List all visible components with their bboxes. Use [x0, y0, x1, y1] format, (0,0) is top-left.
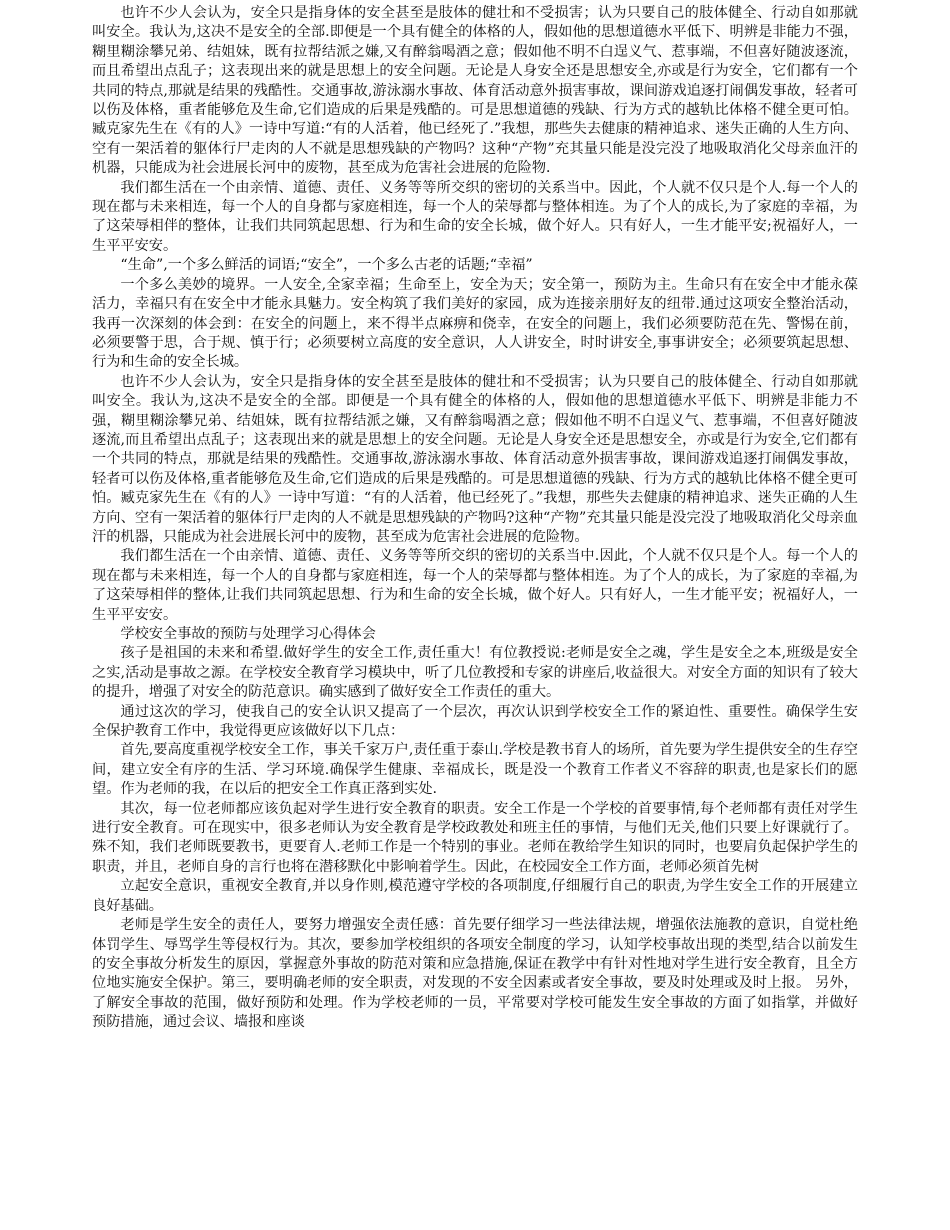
paragraph-6: 我们都生活在一个由亲情、道德、责任、义务等等所交织的密切的关系当中.因此，个人就不仅只是个人。每一个人的现在都与未来相连，每一个人的自身都与家庭相连，每一个人的荣辱都与整体相连。为了个人的成长，为了家庭的幸福,为了这荣辱相伴的整体,让我们共同筑起思想、行为和生命的安全长城，做个好人。只有好人，一生才能平安；祝福好人，一生平平安安。: [92, 548, 858, 623]
paragraph-1: 也许不少人会认为，安全只是指身体的安全甚至是肢体的健壮和不受损害；认为只要自己的肢体健全、行动自如那就叫安全。我认为,这决不是安全的全部.即便是一个具有健全的体格的人，假如他的思想道德水平低下、明辨是非能力不强，糊里糊涂攀兄弟、结姐妹，既有拉帮结派之嫌,又有醉翁喝酒之意；假如他不明不白逞义气、惹事端，不但喜好随波逐流，而且希望出点乱子；这表现出来的就是思想上的安全问题。无论是人身安全还是思想安全,亦或是行为安全，它们都有一个共同的特点,那就是结果的残酷性。交通事故,游泳溺水事故、体育活动意外损害事故，课间游戏追逐打闹偶发事故，轻者可以伤及体格，重者能够危及生命,它们造成的后果是残酷的。可是思想道德的残缺、行为方式的越轨比体格不健全更可怕。臧克家先生在《有的人》一诗中写道:“有的人活着，他已经死了.”我想，那些失去健康的精神追求、迷失正确的人生方向、空有一架活着的躯体行尸走肉的人不就是思想残缺的产物吗？这种“产物”充其量只能是没完没了地吸取消化父母亲血汗的机器，只能成为社会进展长河中的废物，甚至成为危害社会进展的危险物．: [92, 5, 858, 177]
paragraph-2: 我们都生活在一个由亲情、道德、责任、义务等等所交织的密切的关系当中。因此，个人就不仅只是个人.每一个人的现在都与未来相连，每一个人的自身都与家庭相连，每一个人的荣辱都与整体相连。为了个人的成长,为了家庭的幸福，为了这荣辱相伴的整体，让我们共同筑起思想、行为和生命的安全长城，做个好人。只有好人，一生才能平安;祝福好人，一生平平安安。: [92, 179, 858, 254]
section-heading: 学校安全事故的预防与处理学习心得体会: [120, 626, 376, 642]
paragraph-9: 首先,要高度重视学校安全工作，事关千家万户,责任重于泰山.学校是教书育人的场所，首先要为学生提供安全的生存空间，建立安全有序的生活、学习环境.确保学生健康、幸福成长，既是没一个教育工作者义不容辞的职责,也是家长们的愿望。作为老师的我，在以后的把安全工作真正落到实处.: [92, 742, 858, 798]
paragraph-10: 其次，每一位老师都应该负起对学生进行安全教育的职责。安全工作是一个学校的首要事情,每个老师都有责任对学生进行安全教育。可在现实中，很多老师认为安全教育是学校政教处和班主任的事情，与他们无关,他们只要上好课就行了。殊不知，我们老师既要教书，更要育人.老师工作是一个特别的事业。老师在教给学生知识的同时，也要肩负起保护学生的职责，并且，老师自身的言行也将在潜移默化中影响着学生。因此，在校园安全工作方面，老师必须首先树: [92, 800, 858, 875]
paragraph-7: 孩子是祖国的未来和希望.做好学生的安全工作,责任重大！有位教授说:老师是安全之魂，学生是安全之本,班级是安全之实,活动是事故之源。在学校安全教育学习模块中，听了几位教授和专家的讲座后,收益很大。对安全方面的知识有了较大的提升，增强了对安全的防范意识。确实感到了做好安全工作责任的重大。: [92, 645, 858, 701]
paragraph-5: 也许不少人会认为，安全只是指身体的安全甚至是肢体的健壮和不受损害；认为只要自己的肢体健全、行动自如那就叫安全。我认为,这决不是安全的全部。即便是一个具有健全的体格的人，假如他的思想道德水平低下、明辨是非能力不强，糊里糊涂攀兄弟、结姐妹，既有拉帮结派之嫌，又有醉翁喝酒之意；假如他不明不白逞义气、惹事端，不但喜好随波逐流,而且希望出点乱子；这表现出来的就是思想上的安全问题。无论是人身安全还是思想安全，亦或是行为安全,它们都有一个共同的特点，那就是结果的残酷性。交通事故,游泳溺水事故、体育活动意外损害事故，课间游戏追逐打闹偶发事故，轻者可以伤及体格,重者能够危及生命,它们造成的后果是残酷的。可是思想道德的残缺、行为方式的越轨比体格不健全更可怕。臧克家先生在《有的人》一诗中写道：“有的人活着，他已经死了。”我想，那些失去健康的精神追求、迷失正确的人生方向、空有一架活着的躯体行尸走肉的人不就是思想残缺的产物吗?这种“产物”充其量只能是没完没了地吸取消化父母亲血汗的机器，只能成为社会进展长河中的废物，甚至成为危害社会进展的危险物。: [92, 373, 858, 545]
paragraph-4: 一个多么美妙的境界。一人安全,全家幸福；生命至上，安全为天；安全第一，预防为主。生命只有在安全中才能永葆活力，幸福只有在安全中才能永具魅力。安全构筑了我们美好的家园，成为连接亲朋好友的纽带.通过这项安全整治活动，我再一次深刻的体会到：在安全的问题上，来不得半点麻痹和侥幸，在安全的问题上，我们必须要防范在先、警惕在前，必须要警于思，合于规、慎于行；必须要树立高度的安全意识，人人讲安全，时时讲安全,事事讲安全；必须要筑起思想、行为和生命的安全长城。: [92, 276, 858, 371]
paragraph-11: 立起安全意识，重视安全教育,并以身作则,模范遵守学校的各项制度,仔细履行自己的职责,为学生安全工作的开展建立良好基础。: [92, 878, 858, 914]
paragraph-3: “生命”,一个多么鲜活的词语;“安全”，一个多么古老的话题;“幸福”: [120, 257, 533, 274]
paragraph-12: 老师是学生安全的责任人，要努力增强安全责任感：首先要仔细学习一些法律法规，增强依法施教的意识，自觉杜绝体罚学生、辱骂学生等侵权行为。其次，要参加学校组织的各项安全制度的学习，认知学校事故出现的类型,结合以前发生的安全事故分析发生的原因，掌握意外事故的防范对策和应急措施,保证在教学中有针对性地对学生进行安全教育，且全方位地实施安全保护。第三，要明确老师的安全职责，对发现的不安全因素或者安全事故，要及时处理或及时上报。 另外，了解安全事故的范围，做好预防和处理。作为学校老师的一员，平常要对学校可能发生安全事故的方面了如指掌，并做好预防措施，通过会议、墙报和座谈: [92, 917, 858, 1031]
paragraph-8: 通过这次的学习，使我自己的安全认识又提高了一个层次，再次认识到学校安全工作的紧迫性、重要性。确保学生安全保护教育工作中，我觉得更应该做好以下几点：: [92, 703, 858, 740]
